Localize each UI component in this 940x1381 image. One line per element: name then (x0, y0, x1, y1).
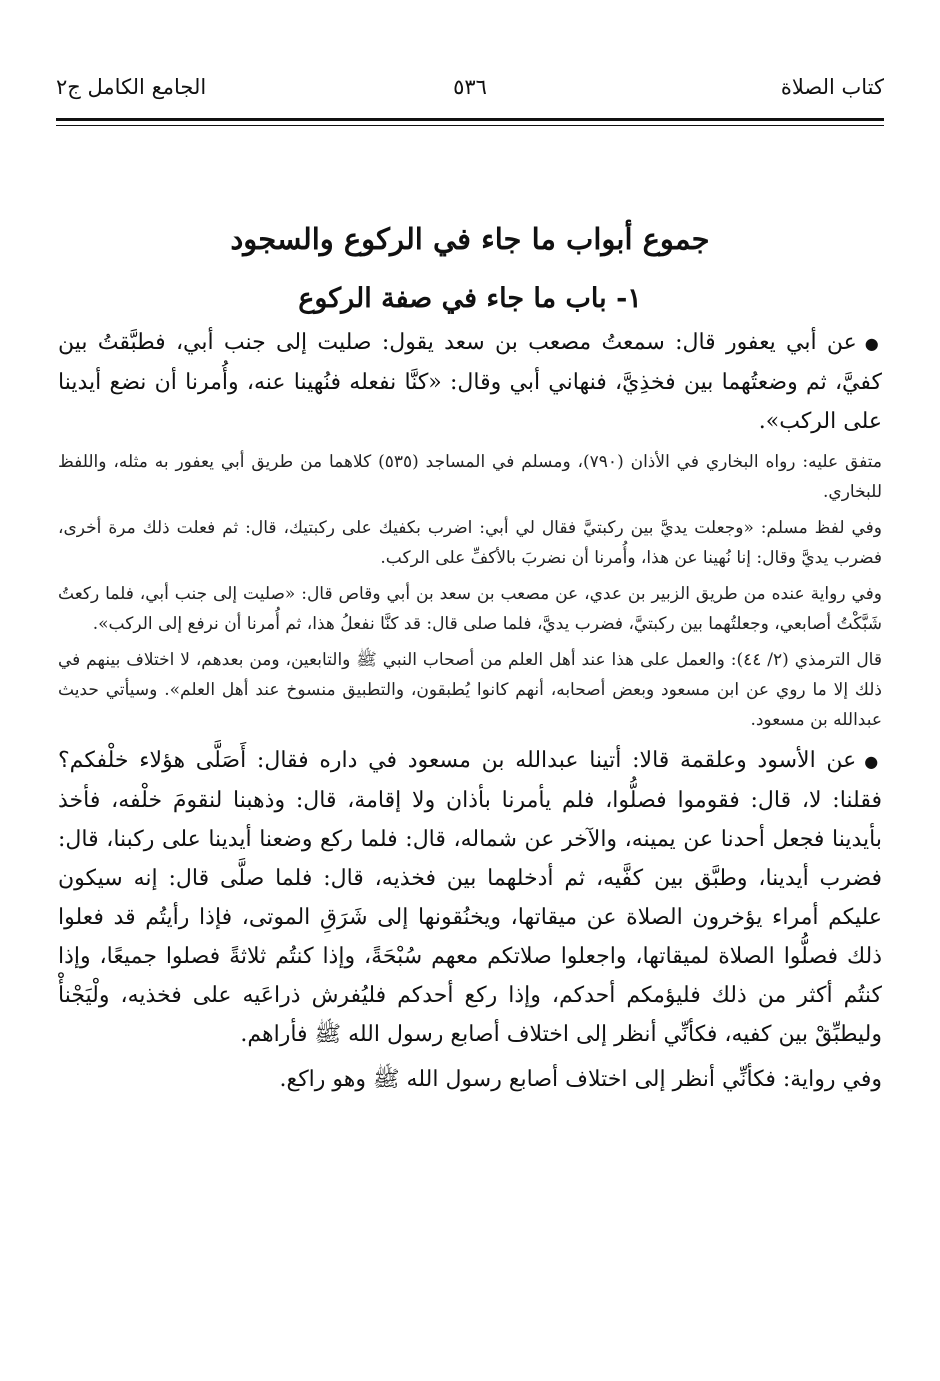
commentary-paragraph: متفق عليه: رواه البخاري في الأذان (٧٩٠)، ومسلم في المساجد (٥٣٥) كلاهما من طريق أبي يعفور به مثله، واللفظ للبخاري. (58, 452, 883, 502)
header-rule-thin (56, 125, 884, 126)
hadith-text: عن الأسود وعلقمة قالا: أتينا عبدالله بن مسعود في داره فقال: أَصَلَّى هؤلاء خلْفكم؟ فقلنا: لا، قال: فقوموا فصلُّوا، فلم يأمرنا بأذان ولا إقامة، قال: وذهبنا لنقومَ خلْفه، فأخذ بأيدينا فجعل أحدنا عن يمينه، والآخر عن شماله، قال: فلما ركع وضعنا أيدينا على ركبنا، قال: فضرب أيدينا، وطبَّق بين كفَّيه، ثم أدخلهما بين فخذيه، قال: فلما صلَّى قال: إنه سيكون عليكم أمراء يؤخرون الصلاة عن ميقاتها، ويخنُقونها إلى شَرَقِ الموتى، فإذا رأيتُم قد فعلوا ذلك فصلُّوا الصلاة لميقاتها، واجعلوا صلاتكم معهم سُبْحَةً، وإذا كنتُم ثلاثةً فصلوا جميعًا، وإذا كنتُم أكثر من ذلك فليؤمكم أحدكم، وإذا ركع أحدكم فليُفرش ذراعَيه على فخذيه، ولْيَجْنأْ وليطبِّقْ بين كفيه، فكأنِّي أنظر إلى اختلاف أصابع رسول الله ﷺ فأراهم. (58, 748, 882, 1047)
hadith-text: عن أبي يعفور قال: سمعتُ مصعب بن سعد يقول: صليت إلى جنب أبي، فطبَّقتُ بين كفيَّ، ثم وضعتُهما بين فخذِيَّ، فنهاني أبي وقال: «كنَّا نفعله فنُهينا عنه، وأُمرنا أن نضع أيدينا على الركب». (58, 330, 882, 434)
page-body (58, 215, 882, 1105)
page-number: ٥٣٦ (453, 75, 487, 99)
commentary-paragraph: وفي لفظ مسلم: «وجعلت يديَّ بين ركبتيَّ فقال لي أبي: اضرب بكفيك على ركبتيك، قال: ثم فعلت ذلك مرة أخرى، فضرب يديَّ وقال: إنا نُهينا عن هذا، وأُمرنا أن نضربَ بالأكفِّ على الركب. (58, 518, 882, 568)
bullet-icon: ● (864, 334, 882, 353)
hadith-paragraph: وفي رواية: فكأنِّي أنظر إلى اختلاف أصابع رسول الله ﷺ وهو راكع. (279, 1067, 882, 1092)
chapter-heading: ١- باب ما جاء في صفة الركوع (298, 283, 642, 314)
header-volume-title: الجامع الكامل ج٢ (56, 75, 207, 99)
section-title: جموع أبواب ما جاء في الركوع والسجود (230, 222, 710, 256)
header-book-title: كتاب الصلاة (780, 75, 884, 99)
running-header (56, 72, 884, 112)
commentary-paragraph: قال الترمذي (٢/ ٤٤): والعمل على هذا عند أهل العلم من أصحاب النبي ﷺ والتابعين، ومن بعدهم، لا اختلاف بينهم في ذلك إلا ما روي عن ابن مسعود وبعض أصحابه، أنهم كانوا يُطبقون، والتطبيق منسوخ عند أهل العلم». وسيأتي حديث عبدالله بن مسعود. (58, 650, 882, 730)
bullet-icon: ● (864, 752, 882, 771)
header-rule-thick (56, 118, 884, 121)
commentary-paragraph: وفي رواية عنده من طريق الزبير بن عدي، عن مصعب بن سعد بن أبي وقاص قال: «صليت إلى جنب أبي، فلما ركعتُ شَبَّكْتُ أصابعي، وجعلتُهما بين ركبتيَّ، فضرب يديَّ، فلما صلى قال: قد كنَّا نفعلُ هذا، ثم أُمرنا أن نرفع إلى الركب». (58, 584, 882, 634)
hadith-paragraph (58, 741, 882, 1054)
hadith-paragraph (58, 323, 882, 441)
